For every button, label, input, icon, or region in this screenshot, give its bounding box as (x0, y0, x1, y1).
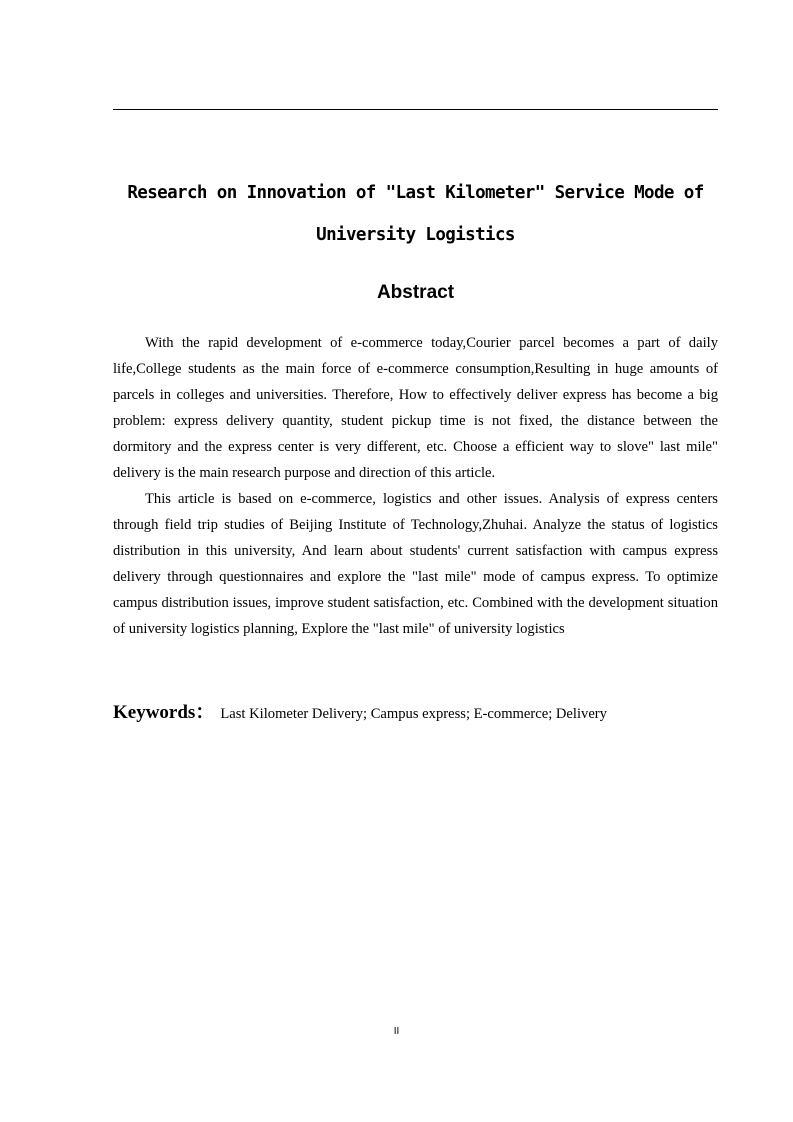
keywords-line (113, 697, 718, 724)
header-rule (113, 109, 718, 110)
abstract-heading: Abstract (376, 282, 455, 303)
title-line-1: Research on Innovation of "Last Kilometer" Service Mode of (127, 183, 704, 203)
keywords-text: Last Kilometer Delivery; Campus express; E-commerce; Delivery (220, 706, 607, 722)
abstract-paragraph-1: With the rapid development of e-commerce today,Courier parcel becomes a part of daily life,College students as the main force of e-commerce consumption,Resulting in huge amounts of parcels in colleges and universities. Therefore, How to effectively deliver express has become a big problem: express delivery quantity, student pickup time is not fixed, the distance between the dormitory and the express center is very different, etc. Choose a efficient way to slove" last mile" delivery is the main research purpose and direction of this article. (113, 335, 718, 481)
keywords-label: Keywords (113, 702, 196, 723)
abstract-paragraph-2: This article is based on e-commerce, logistics and other issues. Analysis of express centers through field trip studies of Beijing Institute of Technology,Zhuhai. Analyze the status of logistics distribution in this university, And learn about students' current satisfaction with campus express delivery through questionnaires and explore the "last mile" mode of campus express. To optimize campus distribution issues, improve student satisfaction, etc. Combined with the development situation of university logistics planning, Explore the "last mile" of university logistics (113, 491, 718, 637)
document-title (113, 172, 718, 256)
page-number: II (393, 1026, 400, 1037)
keywords-colon: ： (195, 702, 215, 723)
abstract-body (113, 330, 718, 642)
title-line-2: University Logistics (316, 225, 515, 245)
